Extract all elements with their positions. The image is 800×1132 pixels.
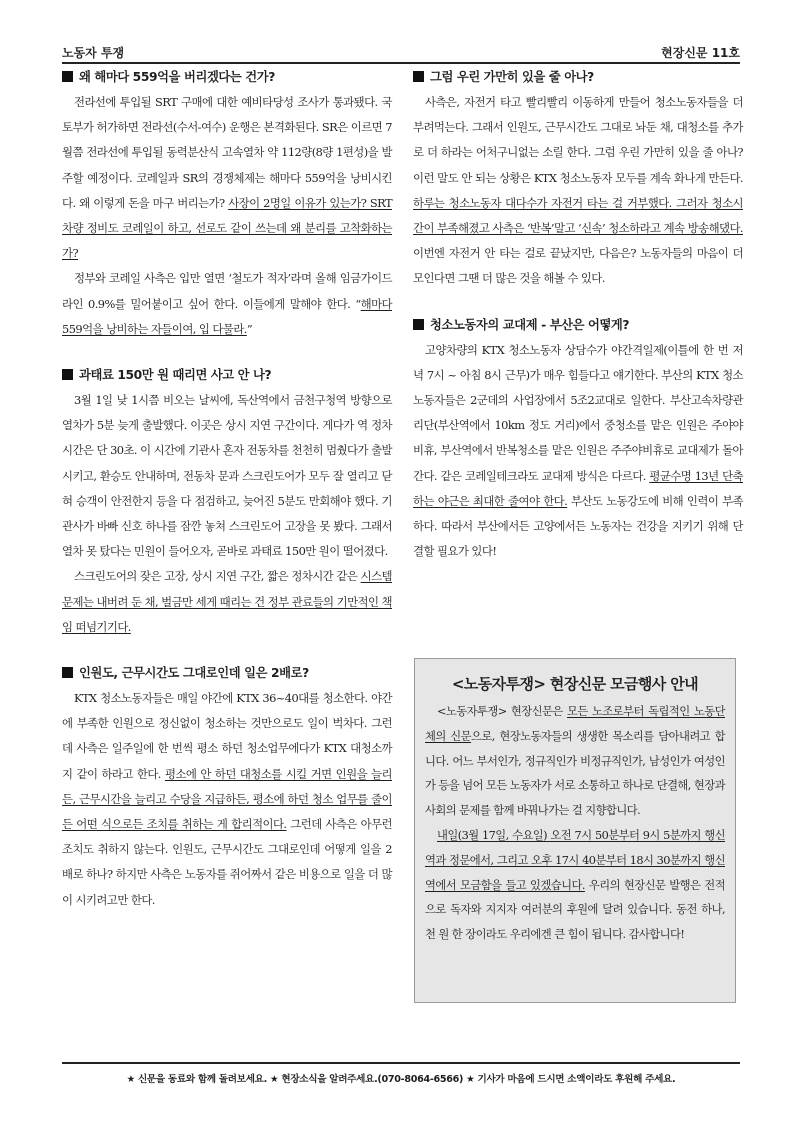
article-section (413, 314, 743, 565)
text-run: <노동자투쟁> 현장신문은 (437, 705, 568, 718)
text-run: 우리의 현장신문 발행은 전적으로 독자와 지지자 여러분의 후원에 달려 있습니다. 동전 하나, 천 원 한 장이라도 우리에겐 큰 힘이 됩니다. 감사합니다! (425, 878, 725, 942)
text-run: 고양차량의 KTX 청소노동자 상담수가 야간격일제(이틀에 한 번 저녁 7시 ~ 아침 8시 근무)가 매우 힘들다고 얘기한다. 부산의 KTX 청소노동자들은 2군데의 사업장에서 5조2교대로 일한다. 부산고속차량관리단(부산역에서 10km 정도 거리)에서 중청소를 맡은 인원은 주야야비휴, 부산역에서 반복청소를 맡은 인원은 주주야비휴로 교대제가 돌아간다. 같은 코레일테크라도 교대제 방식은 다르다. (413, 342, 743, 483)
text-run: ” (246, 321, 253, 336)
article-section (62, 66, 392, 342)
article-section (62, 364, 392, 640)
article-heading (62, 364, 392, 386)
notice-body (425, 700, 725, 948)
header-issue-label: 현장신문 11호 (661, 46, 740, 60)
article-heading (62, 662, 392, 684)
text-run: 스크린도어의 잦은 고장, 상시 지연 구간, 짧은 정차시간 같은 (74, 569, 361, 584)
text-run: KTX 청소노동자들은 매일 야간에 KTX 36~40대를 청소한다. 야간에 부족한 인원으로 정신없이 청소하는 것만으로도 일이 벅차다. 그런데 사측은 일주일에 한 번씩 평소 하던 청소업무에다가 KTX 대청소까지 같이 하라고 한다. (62, 691, 392, 781)
text-run: 부산도 노동강도에 비해 인력이 부족하다. 따라서 부산에서든 고양에서든 노동자는 건강을 지키기 위해 단결할 필요가 있다! (413, 493, 744, 559)
underlined-text: 하루는 청소노동자 대다수가 자전거 타는 걸 거부했다. 그러자 청소시간이 부족해졌고 사측은 ‘반복’말고 ‘신속’ 청소하라고 계속 방송해댔다. (413, 195, 743, 236)
article-paragraph (425, 700, 725, 824)
text-run: 정부와 코레일 사측은 입만 열면 ‘철도가 적자’라며 올해 임금가이드라인 0.9%를 밀어붙이고 싶어 한다. 이들에게 말해야 한다. “ (62, 271, 392, 311)
article-paragraph (62, 266, 392, 342)
notice-title: <노동자투쟁> 현장신문 모금행사 안내 (451, 675, 699, 693)
underlined-text: 시스템 문제는 내버려 둔 채, 벌금만 세게 때리는 건 정부 관료들의 기만적인 책임 떠넘기기다. (62, 569, 392, 634)
page-header (62, 40, 740, 64)
underlined-text: 해마다 559억을 낭비하는 자들이여, 입 다물라. (62, 296, 392, 336)
article-heading-text: 왜 해마다 559억을 버리겠다는 건가? (79, 70, 275, 84)
square-bullet-icon (62, 369, 73, 380)
text-run: 으로, 현장노동자들의 생생한 목소리를 담아내려고 합니다. 어느 부서인가, 정규직인가 비정규직인가, 남성인가 여성인가 등을 넘어 모든 노동자가 서로 소통하고 하나로 단결해, 현장과 사회의 문제를 함께 바꿔나가는 걸 지향합니다. (425, 729, 725, 818)
article-paragraph (62, 564, 392, 640)
text-run: 그런데 사측은 아무런 조치도 취하지 않는다. 인원도, 근무시간도 그대로인데 어떻게 일을 2배로 하나? 하지만 사측은 노동자를 쥐어짜서 같은 비용으로 일을 더 많이 시키려고만 한다. (62, 817, 392, 907)
article-heading (62, 66, 392, 88)
underlined-text: 모든 노조로부터 독립적인 노동단체의 신문 (425, 705, 725, 743)
article-heading-text: 과태료 150만 원 때리면 사고 안 나? (79, 368, 272, 383)
text-run: 전라선에 투입될 SRT 구매에 대한 예비타당성 조사가 통과됐다. 국토부가 허가하면 전라선(수서-여수) 운행은 본격화된다. SR은 이르면 7월쯤 전라선에 투입될 동력분산식 고속열차 약 112량(8량 1편성)을 발주할 예정이다. 코레일과 SR의 경쟁체제는 해마다 559억을 낭비시킨다. 왜 이렇게 돈을 마구 버리는가? (62, 95, 392, 210)
right-column (413, 66, 743, 586)
article-paragraph (413, 90, 743, 292)
article-section (62, 662, 392, 913)
square-bullet-icon (62, 667, 73, 678)
article-heading (413, 66, 743, 88)
square-bullet-icon (413, 319, 424, 330)
square-bullet-icon (413, 71, 424, 82)
article-section (413, 66, 743, 292)
article-heading-text: 그럼 우린 가만히 있을 줄 아나? (430, 70, 594, 84)
fundraising-notice-box (414, 658, 736, 1003)
text-run: 이번엔 자전거 안 타는 걸로 끝났지만, 다음은? 노동자들의 마음이 더 모인다면 그땐 더 많은 것을 해볼 수 있다. (413, 246, 743, 286)
text-run: 3월 1일 낮 1시쯤 비오는 날씨에, 독산역에서 금천구청역 방향으로 열차가 5분 늦게 출발했다. 이곳은 상시 지연 구간이다. 게다가 역 정차 시간은 단 30초. 이 시간에 기관사 혼자 전동차를 천천히 멈췄다가 출발시키고, 환승도 안내하며, 전동차 문과 스크린도어가 모두 잘 열리고 닫혀 승객이 안전한지 등을 다 점검하고, 늦어진 5분도 만회해야 했다. 기관사가 바빠 신호 하나를 잠깐 놓쳐 스크린도어 고장을 못 봤다. 그래서 열차 못 탔다는 민원이 들어오자, 곧바로 과태료 150만 원이 떨어졌다. (62, 393, 392, 559)
article-paragraph (62, 686, 392, 913)
article-paragraph (413, 338, 743, 565)
text-run: 사측은, 자전거 타고 빨리빨리 이동하게 만들어 청소노동자들을 더 부려먹는다. 그래서 인원도, 근무시간도 그대로 놔둔 채, 대청소를 추가로 더 하라는 어처구니없는 소릴 한다. 그럼 우린 가만히 있을 줄 아나? 이런 말도 안 되는 상황은 KTX 청소노동자 모두를 계속 화나게 만든다. (413, 95, 743, 185)
underlined-text: 평균수명 13년 단축하는 야근은 최대한 줄여야 한다. (413, 468, 743, 508)
square-bullet-icon (62, 71, 73, 82)
page-footer: ★ 신문을 동료와 함께 돌려보세요. ★ 현장소식을 알려주세요.(070-8064-6566) ★ 기사가 마음에 드시면 소액이라도 후원해 주세요. (62, 1062, 740, 1085)
article-heading-text: 청소노동자의 교대제 - 부산은 어떻게? (430, 317, 630, 332)
article-heading (413, 314, 743, 336)
underlined-text: 평소에 안 하던 대청소를 시킬 거면 인원을 늘리든, 근무시간을 늘리고 수당을 지급하든, 평소에 하던 청소 업무를 줄이든 어떤 식으로든 조치를 취하는 게 합리적이다. (62, 766, 392, 832)
article-paragraph (62, 90, 392, 266)
underlined-text: 사장이 2명일 이유가 있는가? SRT 차량 정비도 코레일이 하고, 선로도 같이 쓰는데 왜 분리를 고착화하는가? (62, 195, 392, 261)
underlined-text: 내일(3월 17일, 수요일) 오전 7시 50분부터 9시 5분까지 행신역과 정문에서, 그리고 오후 17시 40분부터 18시 30분까지 행신역에서 모금함을 들고 있겠습니다. (425, 828, 725, 892)
article-heading-text: 인원도, 근무시간도 그대로인데 일은 2배로? (79, 666, 309, 681)
header-section-label: 노동자 투쟁 (62, 46, 125, 60)
left-column (62, 66, 392, 935)
article-paragraph (62, 388, 392, 564)
article-paragraph (425, 824, 725, 948)
